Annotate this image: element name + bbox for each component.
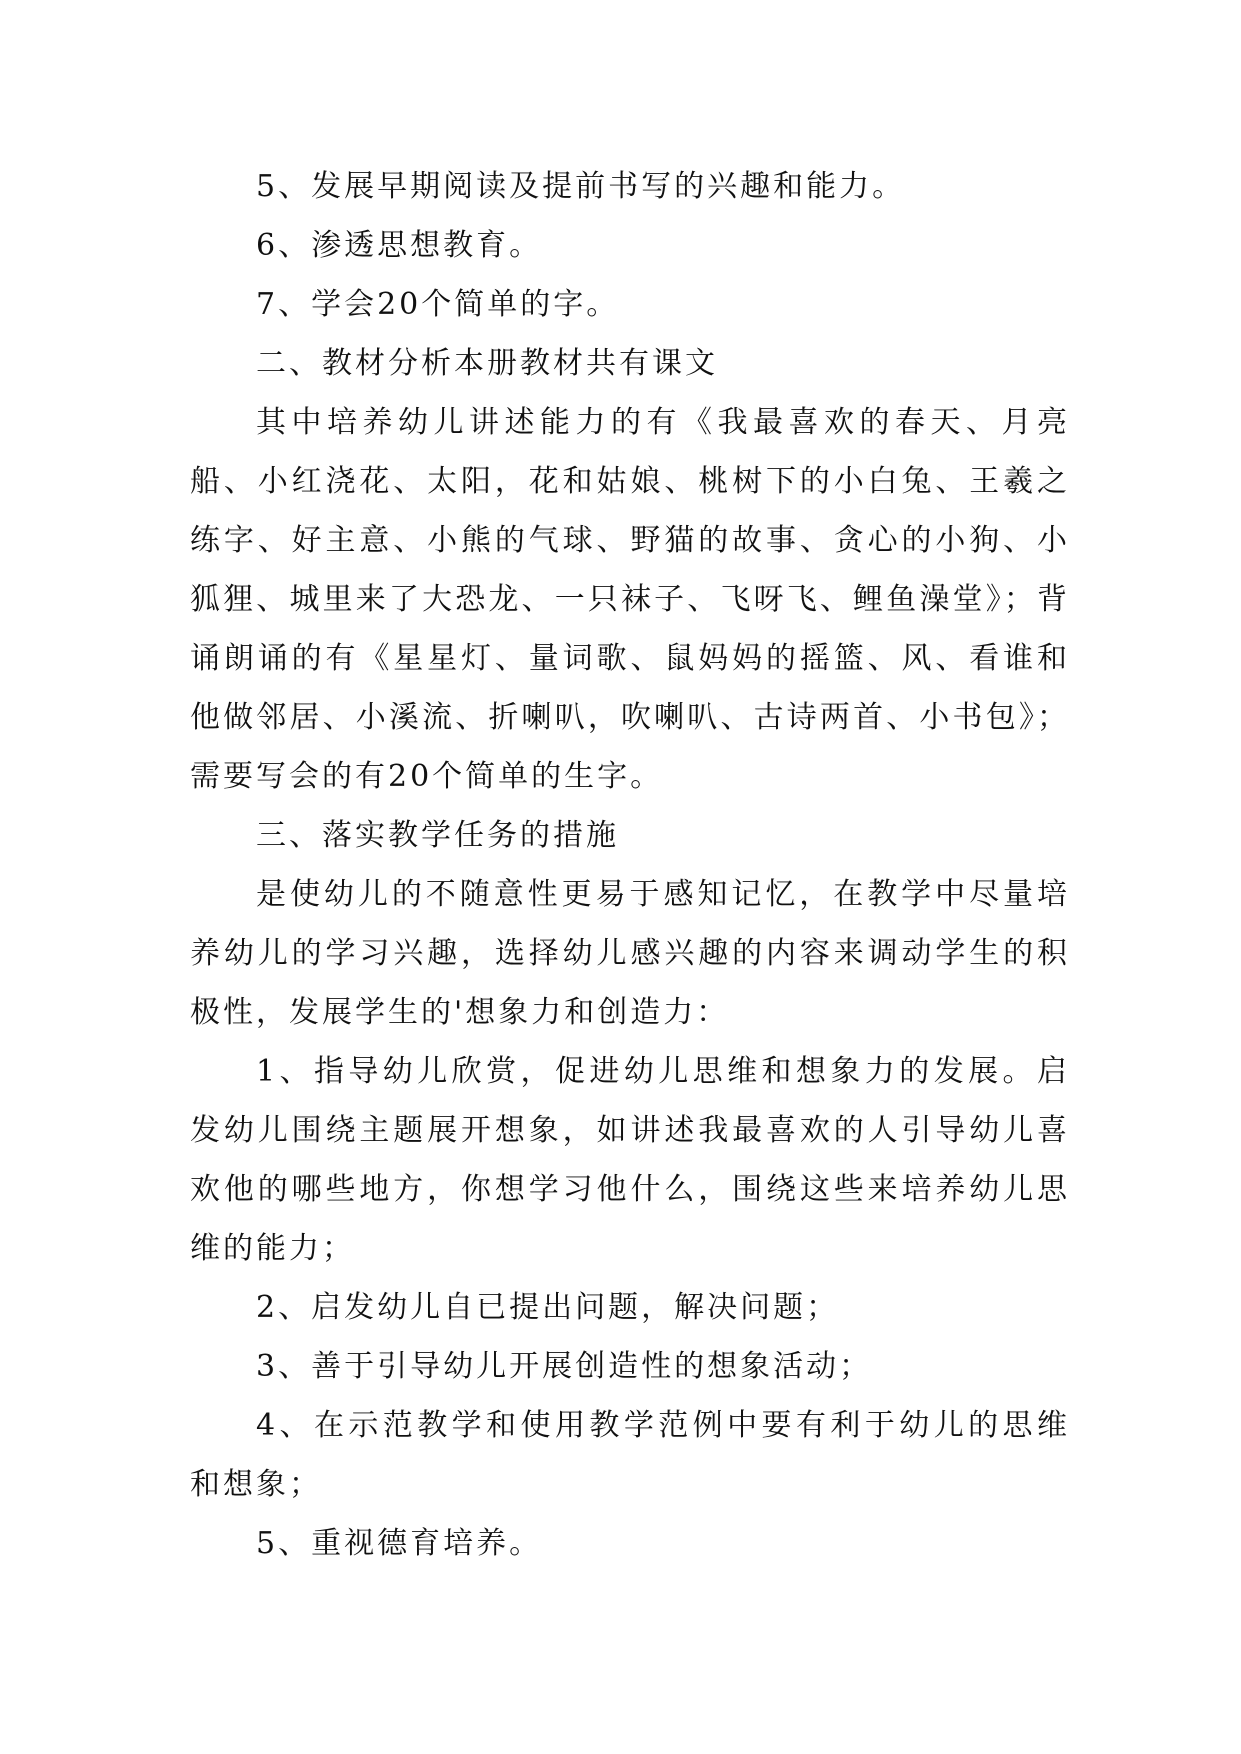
document-body <box>190 157 1070 1573</box>
paragraph-measure-1: 1、指导幼儿欣赏，促进幼儿思维和想象力的发展。启发幼儿围绕主题展开想象，如讲述我最喜欢的人引导幼儿喜欢他的哪些地方，你想学习他什么，围绕这些来培养幼儿思维的能力； <box>190 1054 1070 1266</box>
paragraph-goal-5: 5、发展早期阅读及提前书写的兴趣和能力。 <box>256 169 906 204</box>
paragraph-measure-5: 5、重视德育培养。 <box>256 1526 543 1561</box>
paragraph-measure-2: 2、启发幼儿自已提出问题，解决问题； <box>256 1290 840 1325</box>
section-heading-2: 二、教材分析本册教材共有课文 <box>256 346 718 381</box>
paragraph-textbook-analysis: 其中培养幼儿讲述能力的有《我最喜欢的春天、月亮船、小红浇花、太阳，花和姑娘、桃树下的小白兔、王羲之练字、好主意、小熊的气球、野猫的故事、贪心的小狗、小狐狸、城里来了大恐龙、一只袜子、飞呀飞、鲤鱼澡堂》；背诵朗诵的有《星星灯、量词歌、鼠妈妈的摇篮、风、看谁和他做邻居、小溪流、折喇叭，吹喇叭、古诗两首、小书包》；需要写会的有20个简单的生字。 <box>190 405 1070 794</box>
paragraph-goal-7: 7、学会20个简单的字。 <box>256 287 620 322</box>
paragraph-measures-intro: 是使幼儿的不随意性更易于感知记忆，在教学中尽量培养幼儿的学习兴趣，选择幼儿感兴趣的内容来调动学生的积极性，发展学生的'想象力和创造力： <box>190 877 1070 1030</box>
section-heading-3: 三、落实教学任务的措施 <box>256 818 619 853</box>
paragraph-goal-6: 6、渗透思想教育。 <box>256 228 543 263</box>
paragraph-measure-4: 4、在示范教学和使用教学范例中要有利于幼儿的思维和想象； <box>190 1408 1070 1502</box>
paragraph-measure-3: 3、善于引导幼儿开展创造性的想象活动； <box>256 1349 873 1384</box>
